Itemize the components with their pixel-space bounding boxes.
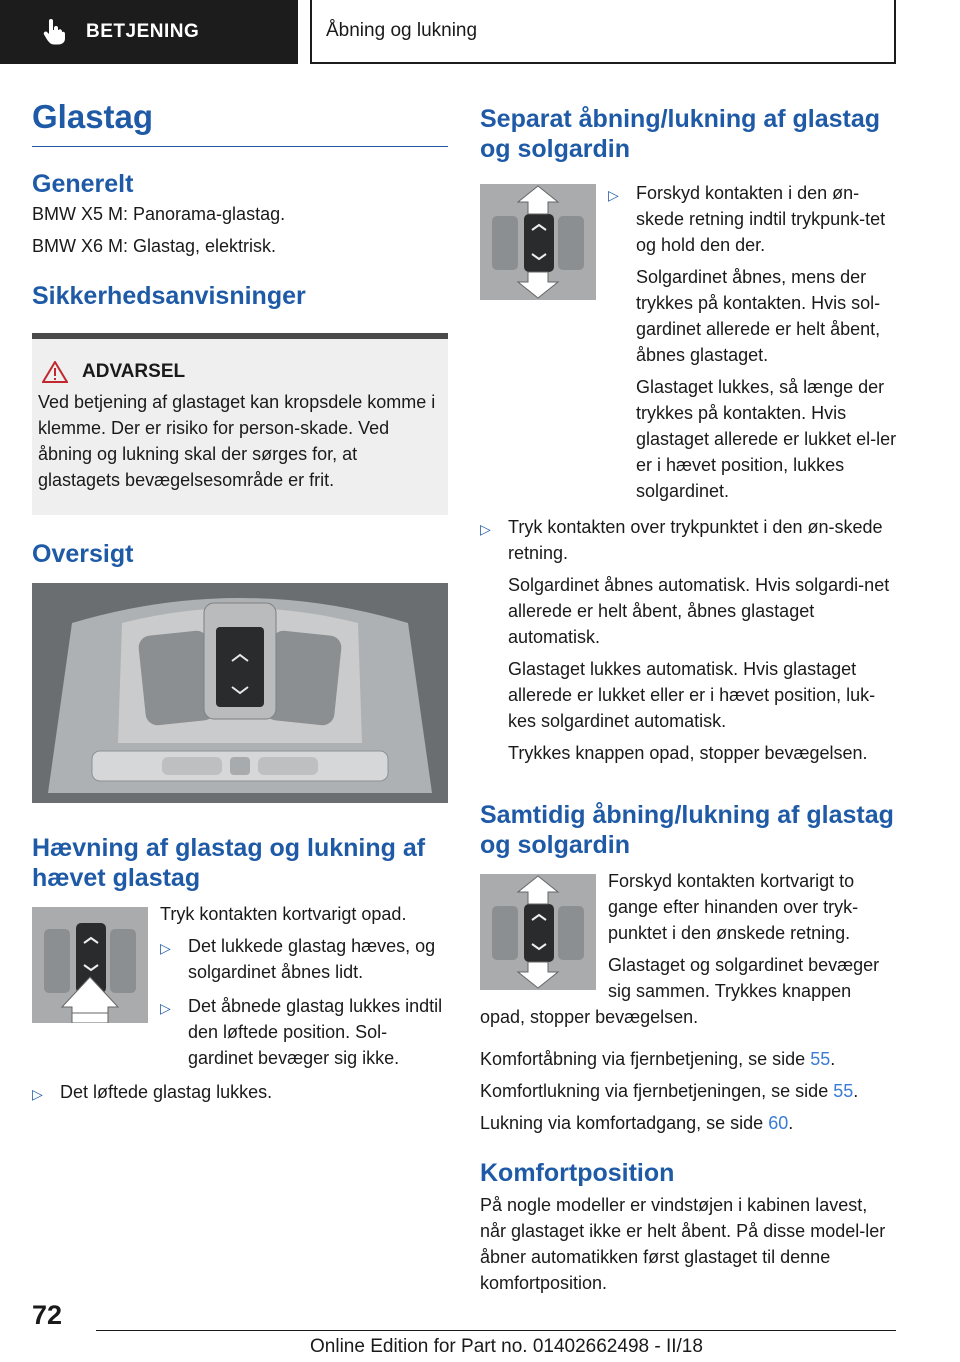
bullet-text: Det åbnede glastag lukkes indtil den løftede position. Sol-gardinet bevæger sig ikke.: [188, 996, 443, 1068]
komfortposition-text: På nogle modeller er vindstøjen i kabinen lavest, når glastaget ikke er helt åbent. På disse model-ler åbner automatikken først glastaget til denne komfortposition.: [480, 1195, 886, 1293]
haevning-block: [32, 904, 448, 1071]
paragraph: Forskyd kontakten kortvarigt to gange efter hinanden over tryk-punktet i den ønskede retning.: [608, 871, 859, 943]
heading-generelt: Generelt: [32, 170, 134, 198]
paragraph: Glastaget lukkes automatisk. Hvis glastaget allerede er lukket eller er i hævet position, luk-kes solgardinet automatisk.: [508, 659, 876, 731]
heading-sikkerhed: Sikkerhedsanvisninger: [32, 282, 306, 310]
bullet-text: Tryk kontakten over trykpunktet i den øn-skede retning.: [508, 517, 883, 563]
switch-updown-illustration: [480, 874, 596, 990]
warning-box: [32, 333, 448, 515]
list-item: [160, 993, 448, 1071]
bullet-text: Det løftede glastag lukkes.: [60, 1082, 273, 1102]
bullet-triangle-icon: ▷: [608, 187, 619, 203]
bullet-triangle-icon: ▷: [480, 521, 491, 537]
right-column: [480, 92, 898, 1296]
roof-console-illustration: [32, 583, 448, 803]
haevning-intro: Tryk kontakten kortvarigt opad.: [160, 904, 407, 924]
page-header: [0, 0, 960, 66]
paragraph: Solgardinet åbnes, mens der trykkes på kontakten. Hvis sol-gardinet allerede er helt åbent, åbnes glastaget.: [636, 267, 881, 365]
ref-period: .: [830, 1049, 836, 1069]
separat-block: [480, 184, 898, 504]
overview-photo: [32, 583, 448, 803]
warning-triangle-icon: [42, 361, 68, 383]
section-label: BETJENING: [86, 21, 200, 42]
separat-text: [596, 184, 898, 504]
generelt-line-1: BMW X5 M: Panorama-glastag.: [32, 204, 286, 224]
page-link-55[interactable]: 55: [833, 1081, 854, 1101]
warning-text: Ved betjening af glastaget kan kropsdele komme i klemme. Der er risiko for person-skade. Ved åbning og lukning skal der sørges for, at glastagets bevægelsesområde er frit.: [38, 392, 436, 490]
bullet-text: Forskyd kontakten i den øn-skede retning indtil trykpunk-tet og hold den der.: [636, 183, 886, 255]
heading-separat: Separat åbning/lukning af glastag og solgardin: [480, 105, 881, 163]
paragraph: Solgardinet åbnes automatisk. Hvis solgardi-net allerede er helt åbent, åbnes glastaget automatisk.: [508, 575, 890, 647]
footer-edition: Online Edition for Part no. 01402662498 - II/18: [310, 1336, 703, 1357]
paragraph: Glastaget og solgardinet bevæger sig sammen. Trykkes knappen: [608, 955, 880, 1001]
bullet-text: Det lukkede glastag hæves, og solgardinet åbnes lidt.: [188, 936, 436, 982]
switch-updown-illustration: [480, 184, 596, 300]
generelt-line-2: BMW X6 M: Glastag, elektrisk.: [32, 236, 277, 256]
ref-period: .: [788, 1113, 794, 1133]
page-link-60[interactable]: 60: [768, 1113, 789, 1133]
warning-title: ADVARSEL: [82, 361, 186, 382]
komfort-open-line: [480, 1046, 898, 1072]
list-item: [608, 180, 898, 258]
list-item: [32, 1079, 448, 1107]
hand-pointer-icon: [40, 18, 68, 46]
komfort-close-line: [480, 1078, 898, 1104]
heading-haevning: Hævning af glastag og lukning af hævet glastag: [32, 834, 426, 892]
bullet-triangle-icon: ▷: [32, 1086, 43, 1102]
paragraph: opad, stopper bevægelsen.: [480, 1007, 699, 1027]
warning-header: [42, 361, 438, 383]
bullet-triangle-icon: ▷: [160, 1000, 171, 1016]
chapter-title: Åbning og lukning: [310, 0, 896, 64]
switch-up-illustration: [32, 907, 148, 1023]
paragraph: Glastaget lukkes, så længe der trykkes på kontakten. Hvis glastaget allerede er lukket el-ler er i hævet position, lukkes solgardinet.: [636, 377, 897, 501]
footer-divider: [96, 1330, 896, 1331]
heading-komfortposition: Komfortposition: [480, 1159, 675, 1187]
ref-text: Komfortlukning via fjernbetjeningen, se side: [480, 1081, 834, 1101]
list-item: [160, 933, 448, 985]
page-number: 72: [32, 1300, 63, 1330]
ref-text: Komfortåbning via fjernbetjening, se side: [480, 1049, 811, 1069]
bullet-triangle-icon: ▷: [160, 940, 171, 956]
page-link-55[interactable]: 55: [810, 1049, 831, 1069]
heading-samtidig: Samtidig åbning/lukning af glastag og solgardin: [480, 801, 894, 859]
list-item: [480, 514, 898, 566]
haevning-text: [148, 904, 448, 1071]
lukning-line: [480, 1110, 898, 1136]
section-tab[interactable]: [0, 0, 298, 64]
ref-text: Lukning via komfortadgang, se side: [480, 1113, 769, 1133]
samtidig-text: [596, 871, 898, 1004]
ref-period: .: [853, 1081, 859, 1101]
paragraph: Trykkes knappen opad, stopper bevægelsen.: [508, 743, 868, 763]
heading-glastag: Glastag: [32, 98, 448, 147]
samtidig-block: [480, 871, 898, 1004]
left-column: [32, 92, 448, 1107]
heading-oversigt: Oversigt: [32, 540, 134, 568]
